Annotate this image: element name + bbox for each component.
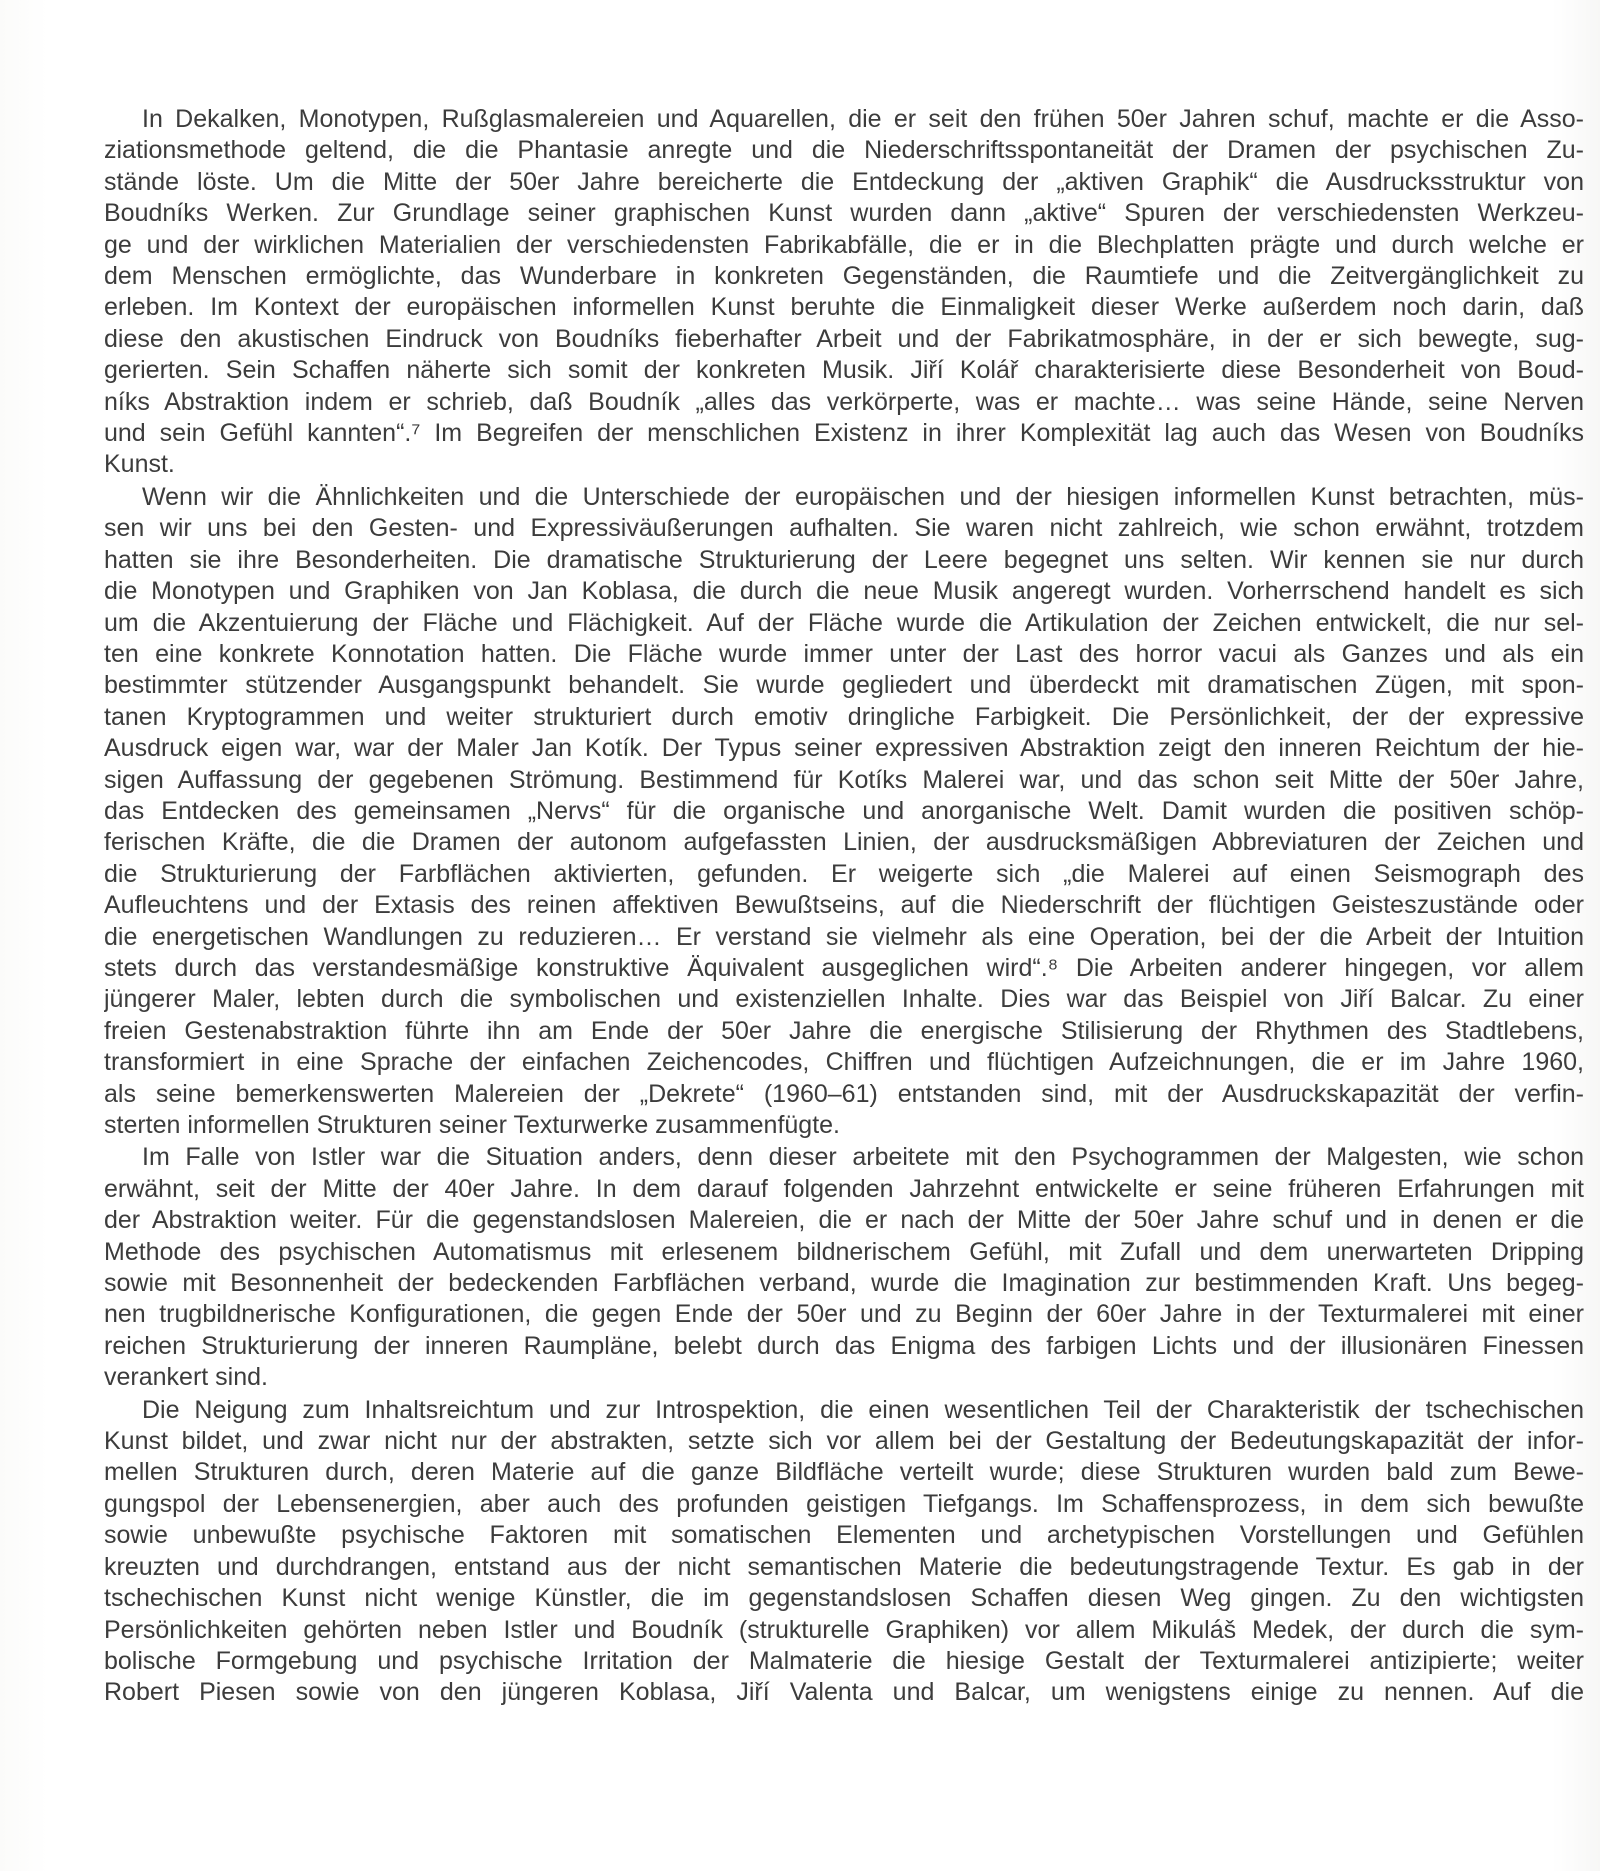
text-line: sen wir uns bei den Gesten- und Expressiväußerungen aufhalten. Sie waren nicht zahlreich, wie schon erwähnt, trotzdem [104, 514, 1584, 543]
text-line: reichen Strukturierung der inneren Raumpläne, belebt durch das Enigma des farbigen Lichts und der illusionären Finessen [104, 1331, 1584, 1360]
text-line: Wenn wir die Ähnlichkeiten und die Unterschiede der europäischen und der hiesigen informellen Kunst betrachten, müs- [142, 482, 1584, 511]
text-line: stets durch das verstandesmäßige konstruktive Äquivalent ausgeglichen wird“.⁸ Die Arbeiten anderer hingegen, vor allem [104, 953, 1584, 982]
text-line: Im Falle von Istler war die Situation anders, denn dieser arbeitete mit den Psychogrammen der Malgesten, wie schon [142, 1143, 1584, 1172]
text-line: Robert Piesen sowie von den jüngeren Koblasa, Jiří Valenta und Balcar, um wenigstens einige zu nennen. Auf die [104, 1678, 1584, 1707]
paragraph-kotik-balcar [104, 482, 1584, 1142]
text-line: erwähnt, seit der Mitte der 40er Jahre. In dem darauf folgenden Jahrzehnt entwickelte er seine früheren Erfahrungen mit [104, 1174, 1584, 1203]
text-line: nen trugbildnerische Konfigurationen, die gegen Ende der 50er und zu Beginn der 60er Jahre in der Texturmalerei mit einer [104, 1300, 1584, 1329]
text-line: bestimmter stützender Ausgangspunkt behandelt. Sie wurde gegliedert und überdeckt mit dramatischen Zügen, mit spon- [104, 671, 1584, 700]
text-line: tanen Kryptogrammen und weiter strukturiert durch emotiv dringliche Farbigkeit. Die Persönlichkeit, der der expressive [104, 702, 1584, 731]
text-line: bolische Formgebung und psychische Irritation der Malmaterie die hiesige Gestalt der Texturmalerei antizipierte; weiter [104, 1646, 1584, 1675]
text-line: níks Abstraktion indem er schrieb, daß Boudník „alles das verkörperte, was er machte… was seine Hände, seine Nerven [104, 387, 1584, 416]
paragraph-boudnik [104, 104, 1584, 481]
text-line: transformiert in eine Sprache der einfachen Zeichencodes, Chiffren und flüchtigen Aufzeichnungen, die er im Jahre 1960, [104, 1048, 1584, 1077]
text-line: Kunst. [104, 450, 175, 479]
text-line: sowie unbewußte psychische Faktoren mit somatischen Elementen und archetypischen Vorstellungen und Gefühlen [104, 1521, 1584, 1550]
text-line: In Dekalken, Monotypen, Rußglasmalereien und Aquarellen, die er seit den frühen 50er Jahren schuf, machte er die Asso- [142, 105, 1584, 133]
text-line: die Monotypen und Graphiken von Jan Koblasa, die durch die neue Musik angeregt wurden. Vorherrschend handelt es sich [104, 577, 1584, 606]
text-line: die Strukturierung der Farbflächen aktivierten, gefunden. Er weigerte sich „die Malerei auf einen Seismograph des [104, 859, 1584, 888]
text-line: der Abstraktion weiter. Für die gegenstandslosen Malereien, die er nach der Mitte der 50er Jahre schuf und in denen er die [104, 1206, 1584, 1235]
text-line: und sein Gefühl kannten“.⁷ Im Begreifen der menschlichen Existenz in ihrer Komplexität lag auch das Wesen von Boudníks [104, 419, 1584, 448]
text-line: gungspol der Lebensenergien, aber auch des profunden geistigen Tiefgangs. Im Schaffensprozess, in dem sich bewußte [104, 1489, 1584, 1518]
text-line: sigen Auffassung der gegebenen Strömung. Bestimmend für Kotíks Malerei war, und das schon seit Mitte der 50er Jahre, [104, 765, 1584, 794]
text-line: jüngerer Maler, lebten durch die symbolischen und existenziellen Inhalte. Dies war das Beispiel von Jiří Balcar. Zu einer [104, 985, 1584, 1014]
text-line: um die Akzentuierung der Fläche und Flächigkeit. Auf der Fläche wurde die Artikulation der Zeichen entwickelt, die nur sel- [104, 608, 1584, 637]
text-line: kreuzten und durchdrangen, entstand aus der nicht semantischen Materie die bedeutungstragende Textur. Es gab in der [104, 1552, 1584, 1581]
text-line: sowie mit Besonnenheit der bedeckenden Farbflächen verband, wurde die Imagination zur bestimmenden Kraft. Uns begeg- [104, 1269, 1584, 1298]
text-line: gerierten. Sein Schaffen näherte sich somit der konkreten Musik. Jiří Kolář charakterisierte diese Besonderheit von Boud- [104, 356, 1584, 385]
text-line: ferischen Kräfte, die die Dramen der autonom aufgefassten Linien, der ausdrucksmäßigen Abbreviaturen der Zeichen und [104, 828, 1584, 857]
text-line: die energetischen Wandlungen zu reduzieren… Er verstand sie vielmehr als eine Operation, bei der die Arbeit der Intuition [104, 922, 1584, 951]
text-line: ten eine konkrete Konnotation hatten. Die Fläche wurde immer unter der Last des horror vacui als Ganzes und als ein [104, 639, 1584, 668]
text-line: verankert sind. [104, 1363, 268, 1392]
text-line: sterten informellen Strukturen seiner Texturwerke zusammenfügte. [104, 1111, 840, 1139]
text-line: tschechischen Kunst nicht wenige Künstler, die im gegenstandslosen Schaffen diesen Weg gingen. Zu den wichtigsten [104, 1584, 1584, 1613]
body-text [104, 104, 1584, 1744]
text-line: diese den akustischen Eindruck von Boudníks fieberhafter Arbeit und der Fabrikatmosphäre, in der er sich bewegte, sug- [104, 324, 1584, 353]
paragraph-istler [104, 1142, 1584, 1393]
text-line: freien Gestenabstraktion führte ihn am Ende der 50er Jahre die energische Stilisierung der Rhythmen des Stadtlebens, [104, 1016, 1584, 1045]
text-line: erleben. Im Kontext der europäischen informellen Kunst beruhte die Einmaligkeit dieser Werke außerdem noch darin, daß [104, 293, 1584, 322]
text-line: als seine bemerkenswerten Malereien der „Dekrete“ (1960–61) entstanden sind, mit der Ausdruckskapazität der verfin- [104, 1079, 1584, 1108]
text-line: stände löste. Um die Mitte der 50er Jahre bereicherte die Entdeckung der „aktiven Graphik“ die Ausdrucksstruktur von [104, 167, 1584, 196]
text-line: Die Neigung zum Inhaltsreichtum und zur Introspektion, die einen wesentlichen Teil der Charakteristik der tschechischen [142, 1395, 1584, 1424]
text-line: mellen Strukturen durch, deren Materie auf die ganze Bildfläche verteilt wurde; diese Strukturen wurden bald zum Bewe- [104, 1458, 1584, 1487]
text-line: das Entdecken des gemeinsamen „Nervs“ für die organische und anorganische Welt. Damit wurden die positiven schöp- [104, 796, 1584, 825]
text-line: Methode des psychischen Automatismus mit erlesenem bildnerischem Gefühl, mit Zufall und dem unerwarteten Dripping [104, 1237, 1584, 1266]
paragraph-introspektion [104, 1395, 1584, 1709]
text-line: ziationsmethode geltend, die die Phantasie anregte und die Niederschriftsspontaneität der Dramen der psychischen Zu- [104, 136, 1584, 165]
text-line: Kunst bildet, und zwar nicht nur der abstrakten, setzte sich vor allem bei der Gestaltung der Bedeutungskapazität der infor- [104, 1427, 1584, 1456]
text-line: Persönlichkeiten gehörten neben Istler und Boudník (strukturelle Graphiken) vor allem Mikuláš Medek, der durch die sym- [104, 1615, 1584, 1644]
text-line: hatten sie ihre Besonderheiten. Die dramatische Strukturierung der Leere begegnet uns selten. Wir kennen sie nur durch [104, 545, 1584, 574]
text-line: dem Menschen ermöglichte, das Wunderbare in konkreten Gegenständen, die Raumtiefe und die Zeitvergänglichkeit zu [104, 262, 1584, 291]
text-line: Ausdruck eigen war, war der Maler Jan Kotík. Der Typus seiner expressiven Abstraktion zeigt den inneren Reichtum der hie- [104, 734, 1584, 763]
text-line: ge und der wirklichen Materialien der verschiedensten Fabrikabfälle, die er in die Blechplatten prägte und durch welche er [104, 230, 1584, 259]
text-line: Boudníks Werken. Zur Grundlage seiner graphischen Kunst wurden dann „aktive“ Spuren der verschiedensten Werkzeu- [104, 199, 1584, 228]
text-line: Aufleuchtens und der Extasis des reinen affektiven Bewußtseins, auf die Niederschrift der flüchtigen Geisteszustände oder [104, 891, 1584, 920]
